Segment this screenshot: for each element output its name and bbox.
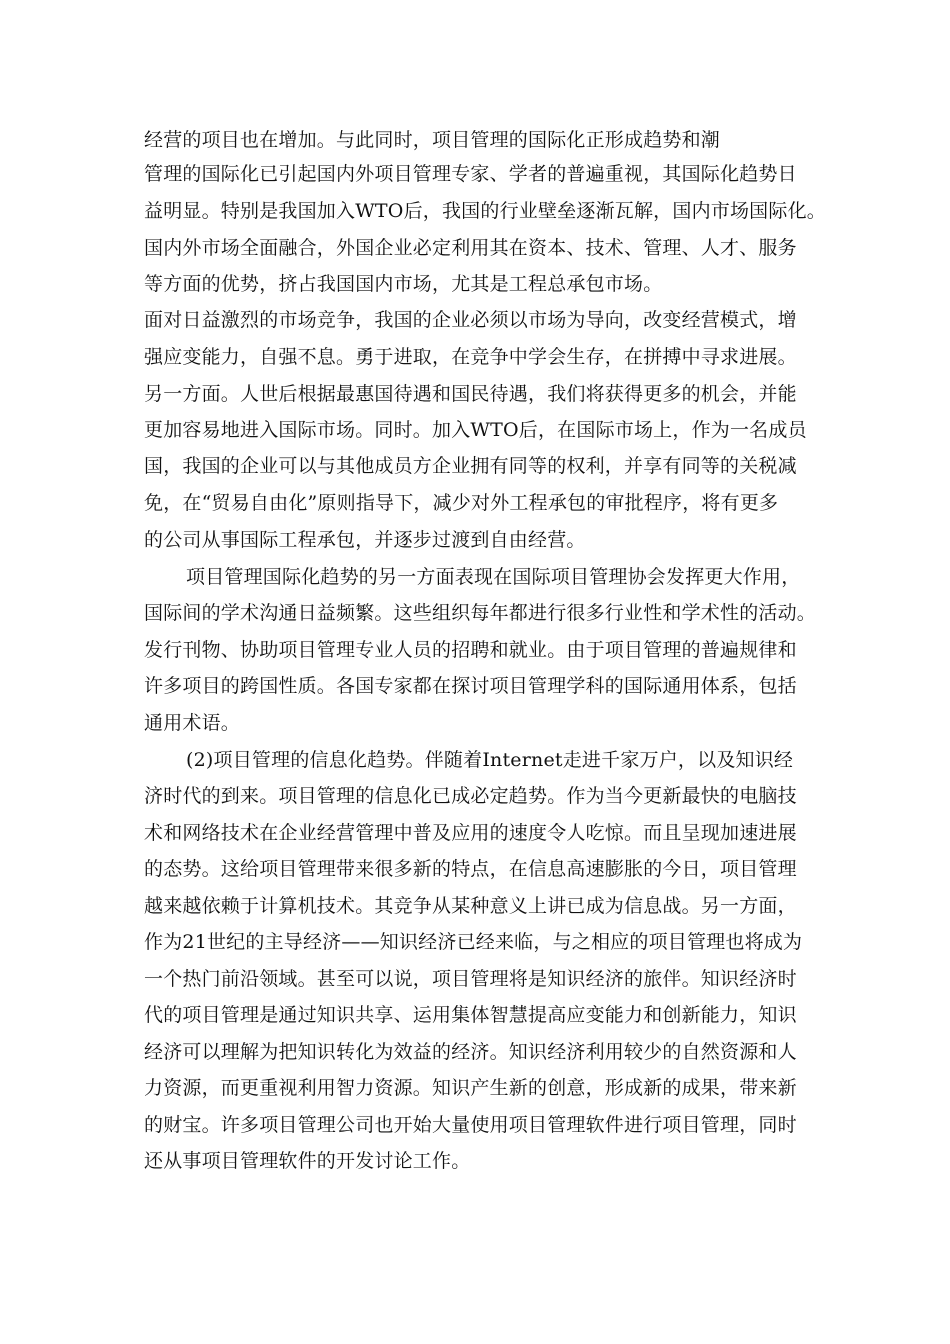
- text-line: 通用术语。: [144, 712, 241, 734]
- text-line: 的态势。这给项目管理带来很多新的特点，在信息高速膨胀的今日，项目管理: [144, 858, 797, 880]
- text-line: 国，我国的企业可以与其他成员方企业拥有同等的权利，并享有同等的关税减: [144, 455, 797, 477]
- text-line: 的财宝。许多项目管理公司也开始大量使用项目管理软件进行项目管理，同时: [144, 1114, 797, 1136]
- text-line: 作为21世纪的主导经济——知识经济已经来临，与之相应的项目管理也将成为: [144, 931, 803, 953]
- text-line: 更加容易地进入国际市场。同时。加入WTO后，在国际市场上，作为一名成员: [144, 419, 807, 441]
- text-line: 项目管理国际化趋势的另一方面表现在国际项目管理协会发挥更大作用，: [186, 566, 801, 588]
- text-line: 经济可以理解为把知识转化为效益的经济。知识经济利用较少的自然资源和人: [144, 1041, 797, 1063]
- text-line: 许多项目的跨国性质。各国专家都在探讨项目管理学科的国际通用体系，包括: [144, 675, 797, 697]
- text-line: 经营的项目也在增加。与此同时，项目管理的国际化正形成趋势和潮: [144, 129, 721, 151]
- text-line: 另一方面。人世后根据最惠国待遇和国民待遇，我们将获得更多的机会，并能: [144, 383, 797, 405]
- text-line: 等方面的优势，挤占我国国内市场，尤其是工程总承包市场。: [144, 273, 663, 295]
- text-line: 强应变能力，自强不息。勇于进取，在竞争中学会生存，在拼搏中寻求进展。: [144, 346, 797, 368]
- text-line: 免，在“贸易自由化”原则指导下，减少对外工程承包的审批程序，将有更多: [144, 492, 779, 514]
- text-line: 面对日益激烈的市场竞争，我国的企业必须以市场为导向，改变经营模式，增: [144, 309, 797, 331]
- text-line: 济时代的到来。项目管理的信息化已成必定趋势。作为当今更新最快的电脑技: [144, 785, 797, 807]
- text-line: 国内外市场全面融合，外国企业必定利用其在资本、技术、管理、人才、服务: [144, 237, 797, 259]
- text-line: 管理的国际化已引起国内外项目管理专家、学者的普遍重视，其国际化趋势日: [144, 163, 797, 185]
- text-line: 越来越依赖于计算机技术。其竞争从某种意义上讲已成为信息战。另一方面，: [144, 895, 797, 917]
- text-line: (2)项目管理的信息化趋势。伴随着Internet走进千家万户，以及知识经: [186, 749, 794, 771]
- text-line: 的公司从事国际工程承包，并逐步过渡到自由经营。: [144, 529, 586, 551]
- text-line: 还从事项目管理软件的开发讨论工作。: [144, 1150, 471, 1172]
- text-line: 力资源，而更重视利用智力资源。知识产生新的创意，形成新的成果，带来新: [144, 1077, 797, 1099]
- text-line: 代的项目管理是通过知识共享、运用集体智慧提高应变能力和创新能力，知识: [144, 1004, 797, 1026]
- text-line: 国际间的学术沟通日益频繁。这些组织每年都进行很多行业性和学术性的活动。: [144, 602, 817, 624]
- text-line: 益明显。特别是我国加入WTO后，我国的行业壁垒逐渐瓦解，国内市场国际化。: [144, 200, 826, 222]
- text-line: 一个热门前沿领域。甚至可以说，项目管理将是知识经济的旅伴。知识经济时: [144, 968, 797, 990]
- text-line: 术和网络技术在企业经营管理中普及应用的速度令人吃惊。而且呈现加速进展: [144, 822, 797, 844]
- text-line: 发行刊物、协助项目管理专业人员的招聘和就业。由于项目管理的普遍规律和: [144, 639, 797, 661]
